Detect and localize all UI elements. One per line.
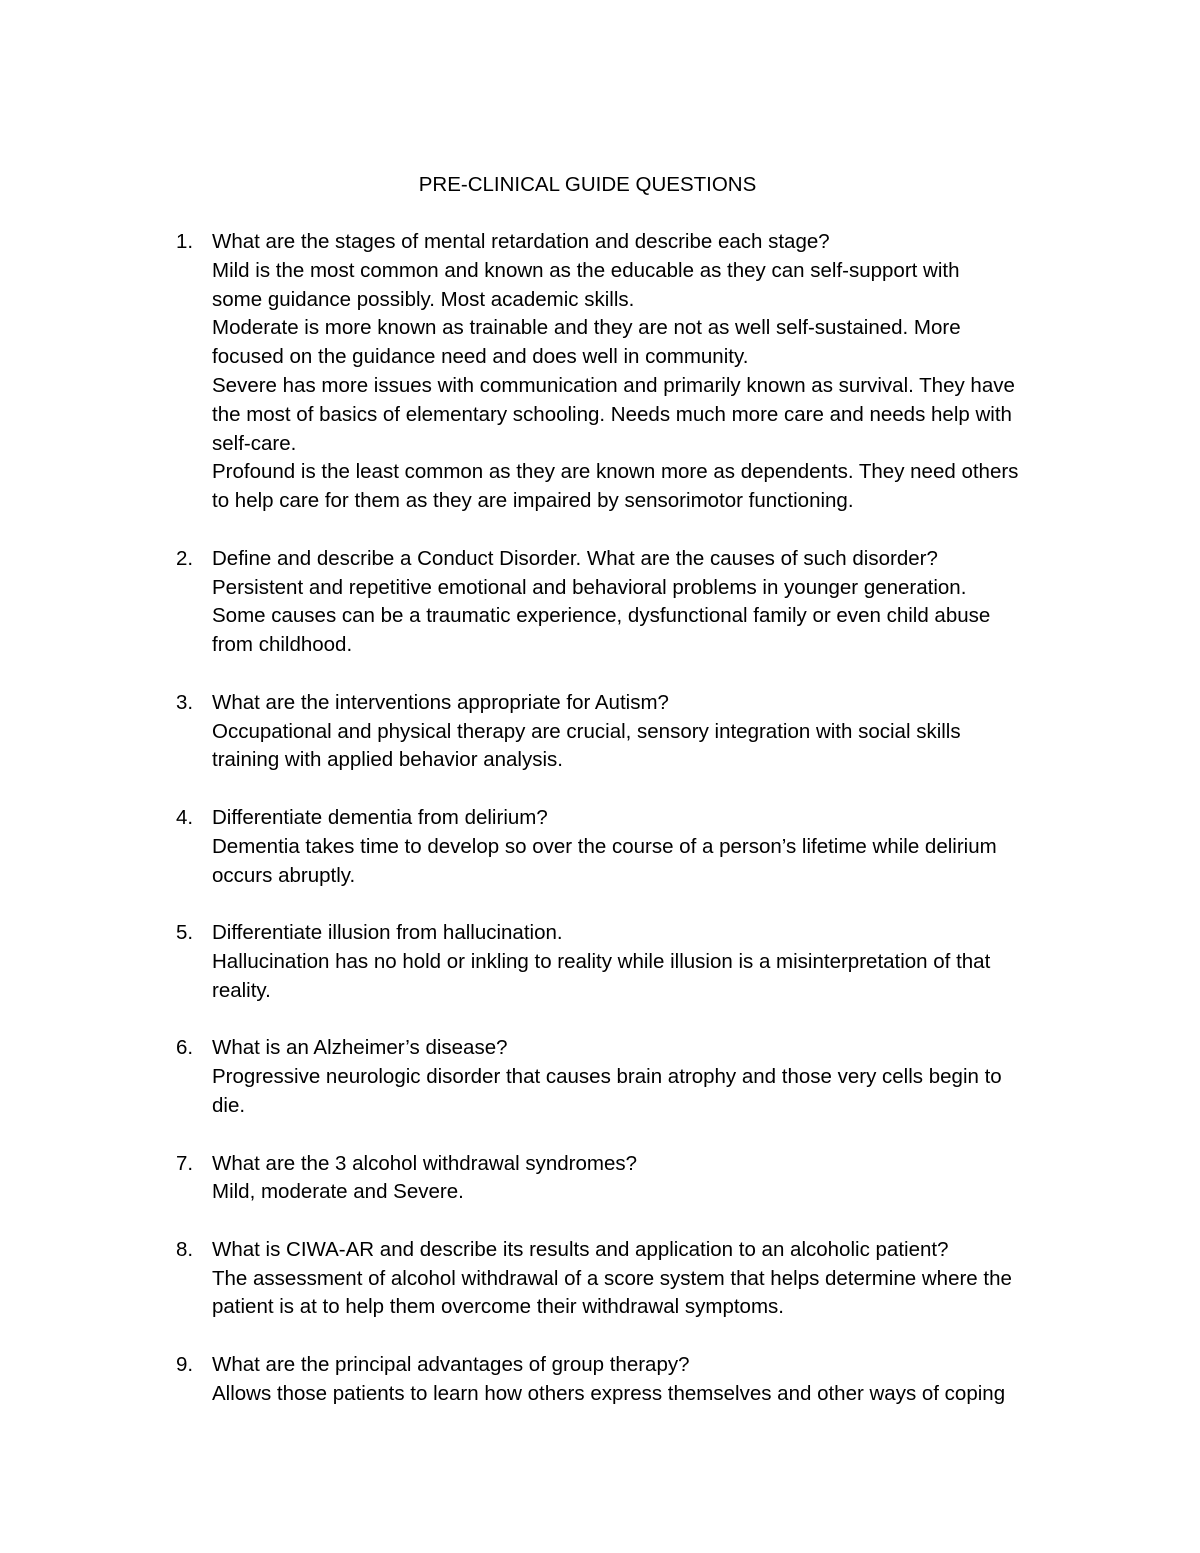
answer-line: Progressive neurologic disorder that causes brain atrophy and those very cells begin to: [212, 1065, 1002, 1089]
document-title: PRE-CLINICAL GUIDE QUESTIONS: [418, 173, 757, 196]
question-text: What is CIWA-AR and describe its results and application to an alcoholic patient?: [212, 1237, 949, 1261]
question-number: 4.: [176, 805, 194, 829]
answer-line: Mild is the most common and known as the educable as they can self-support with: [212, 258, 960, 282]
question-item-4: [176, 804, 1076, 890]
question-text: What are the interventions appropriate for Autism?: [212, 690, 669, 714]
question-item-5: [176, 919, 1076, 1005]
answer-line: die.: [212, 1093, 246, 1117]
answer-line: some guidance possibly. Most academic skills.: [212, 287, 635, 311]
answer-line: patient is at to help them overcome their withdrawal symptoms.: [212, 1295, 784, 1319]
question-item-6: [176, 1034, 1076, 1120]
answer-line: Profound is the least common as they are known more as dependents. They need others: [212, 460, 1019, 484]
answer-line: Severe has more issues with communication and primarily known as survival. They have: [212, 373, 1015, 397]
answer-line: Some causes can be a traumatic experience, dysfunctional family or even child abuse: [212, 604, 991, 628]
question-number: 1.: [176, 230, 194, 253]
question-item-7: [176, 1150, 1076, 1208]
answer-line: the most of basics of elementary schooling. Needs much more care and needs help with: [212, 402, 1012, 426]
answer-line: reality.: [212, 978, 271, 1002]
answer-line: Allows those patients to learn how others express themselves and other ways of coping: [212, 1381, 1006, 1405]
answer-line: occurs abruptly.: [212, 863, 356, 887]
question-item-3: [176, 689, 1076, 775]
question-item-1: [176, 228, 1076, 516]
question-list: [176, 228, 1076, 1437]
answer-line: focused on the guidance need and does well in community.: [212, 345, 749, 369]
question-number: 7.: [176, 1151, 194, 1175]
question-item-8: [176, 1236, 1076, 1322]
answer-line: self-care.: [212, 431, 297, 455]
question-number: 6.: [176, 1036, 194, 1060]
question-number: 3.: [176, 690, 194, 714]
question-number: 8.: [176, 1237, 194, 1261]
question-item-2: [176, 545, 1076, 660]
question-text: What are the principal advantages of group therapy?: [212, 1353, 690, 1377]
answer-line: Persistent and repetitive emotional and behavioral problems in younger generation.: [212, 575, 967, 599]
answer-line: Dementia takes time to develop so over the course of a person’s lifetime while delirium: [212, 834, 997, 858]
question-text: What are the stages of mental retardation and describe each stage?: [212, 230, 830, 253]
answer-line: training with applied behavior analysis.: [212, 748, 563, 772]
answer-line: Mild, moderate and Severe.: [212, 1180, 464, 1204]
question-item-9: [176, 1351, 1076, 1409]
answer-line: from childhood.: [212, 633, 353, 657]
question-text: What are the 3 alcohol withdrawal syndromes?: [212, 1151, 638, 1175]
question-text: Define and describe a Conduct Disorder. What are the causes of such disorder?: [212, 546, 938, 570]
question-text: Differentiate dementia from delirium?: [212, 805, 548, 829]
question-number: 5.: [176, 921, 194, 945]
question-text: Differentiate illusion from hallucination.: [212, 921, 563, 945]
answer-line: Occupational and physical therapy are crucial, sensory integration with social skills: [212, 719, 961, 743]
question-number: 2.: [176, 546, 194, 570]
answer-line: Moderate is more known as trainable and they are not as well self-sustained. More: [212, 316, 961, 340]
answer-line: The assessment of alcohol withdrawal of a score system that helps determine where the: [212, 1266, 1012, 1290]
answer-line: Hallucination has no hold or inkling to reality while illusion is a misinterpretation of that: [212, 949, 991, 973]
question-number: 9.: [176, 1353, 194, 1377]
answer-line: to help care for them as they are impaired by sensorimotor functioning.: [212, 489, 854, 513]
question-text: What is an Alzheimer’s disease?: [212, 1036, 508, 1060]
